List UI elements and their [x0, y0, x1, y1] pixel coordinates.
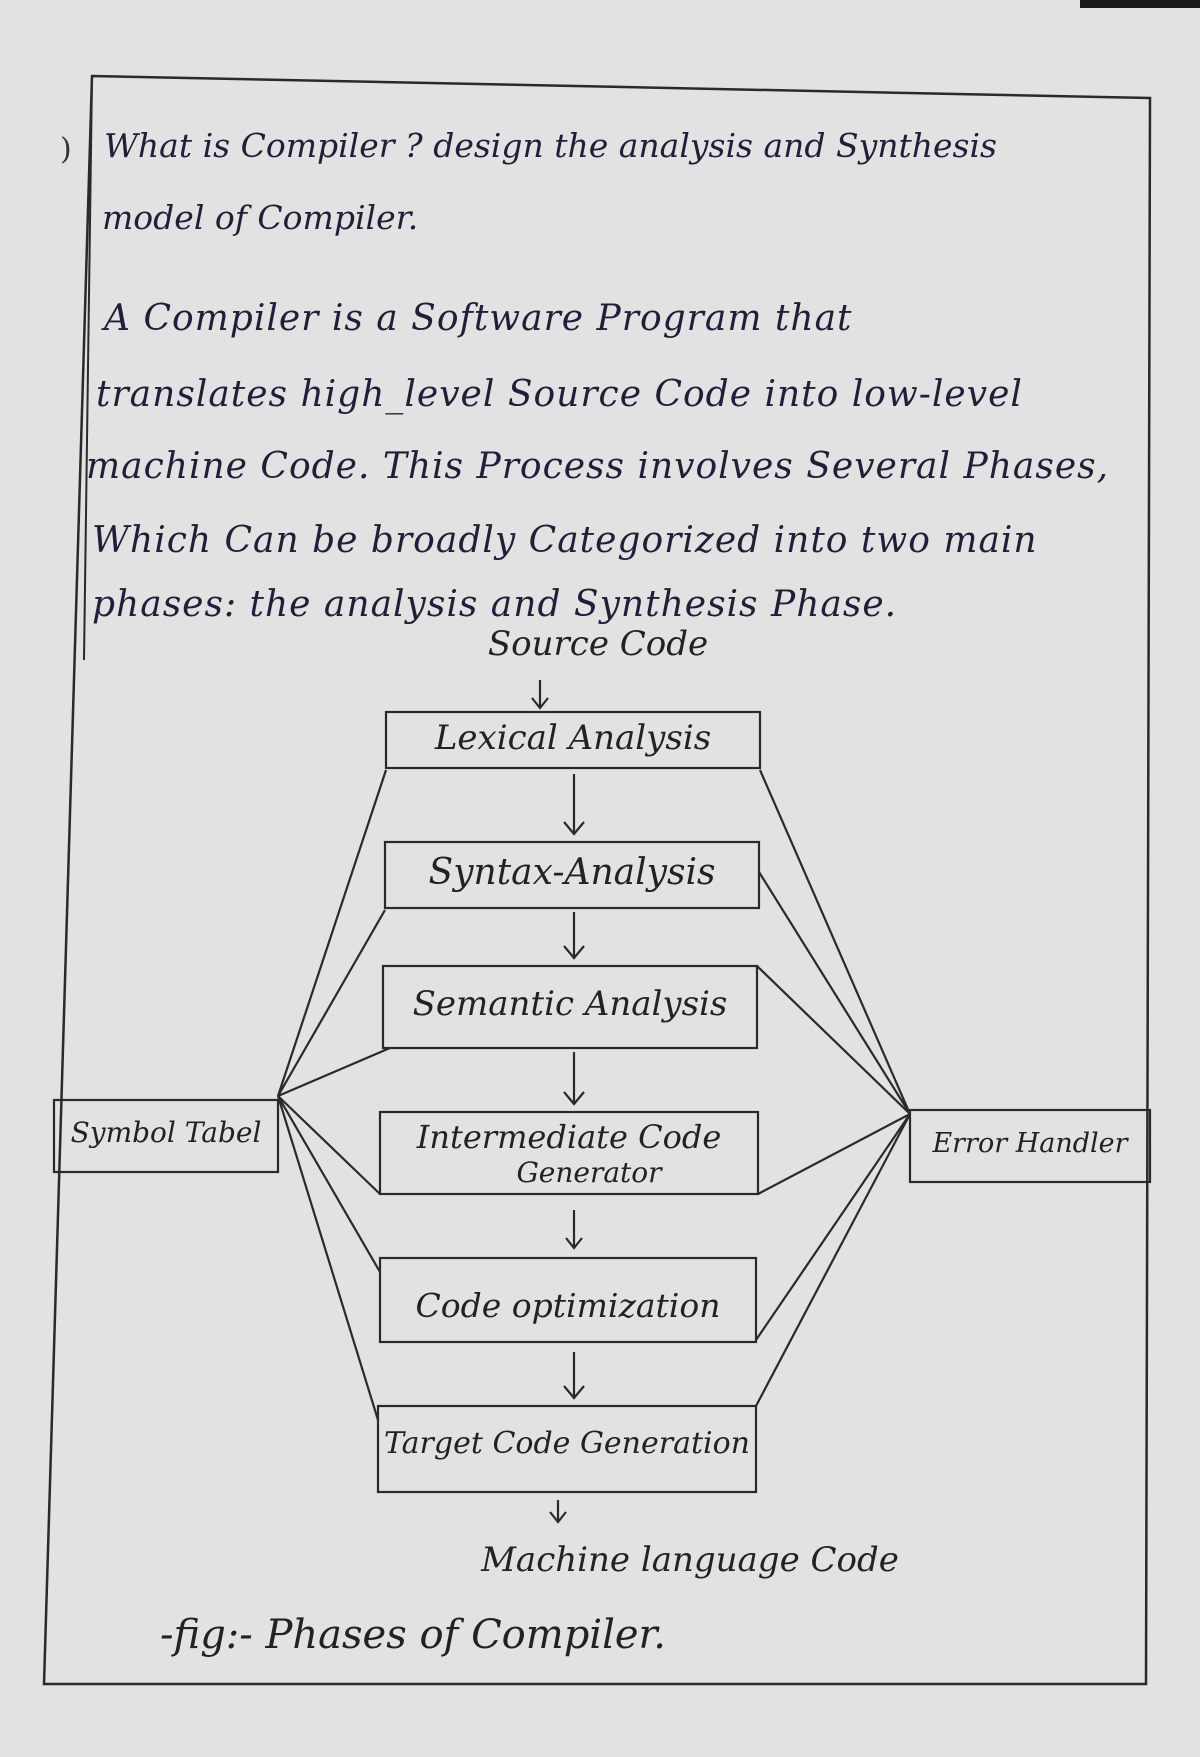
question-line-1: What is Compiler ? design the analysis and Synthesis: [104, 126, 997, 165]
phase-intermediate-subline: Generator: [516, 1156, 662, 1189]
symbol-table-label: Symbol Tabel: [70, 1116, 262, 1149]
source-code-label: Source Code: [487, 624, 709, 664]
answer-line-1: A Compiler is a Software Program that: [104, 298, 853, 339]
figure-caption: -fig:- Phases of Compiler.: [160, 1612, 666, 1658]
error-handler-label: Error Handler: [932, 1128, 1128, 1159]
question-marker: ): [60, 132, 72, 167]
phase-lexical-label: Lexical Analysis: [434, 718, 712, 758]
answer-line-2: translates high_level Source Code into low-level: [96, 374, 1023, 415]
question-line-2: model of Compiler.: [102, 198, 419, 237]
phase-syntax-label: Syntax-Analysis: [428, 852, 716, 893]
machine-code-label: Machine language Code: [481, 1540, 899, 1580]
phase-target-label: Target Code Generation: [383, 1426, 751, 1461]
phase-optimization-label: Code optimization: [415, 1286, 721, 1325]
phase-intermediate-label: Intermediate Code: [416, 1118, 722, 1156]
answer-line-4: Which Can be broadly Categorized into two main: [92, 520, 1038, 561]
phase-semantic-label: Semantic Analysis: [412, 984, 728, 1024]
answer-line-3: machine Code. This Process involves Several Phases,: [86, 446, 1110, 487]
answer-line-5: phases: the analysis and Synthesis Phase.: [92, 584, 898, 625]
